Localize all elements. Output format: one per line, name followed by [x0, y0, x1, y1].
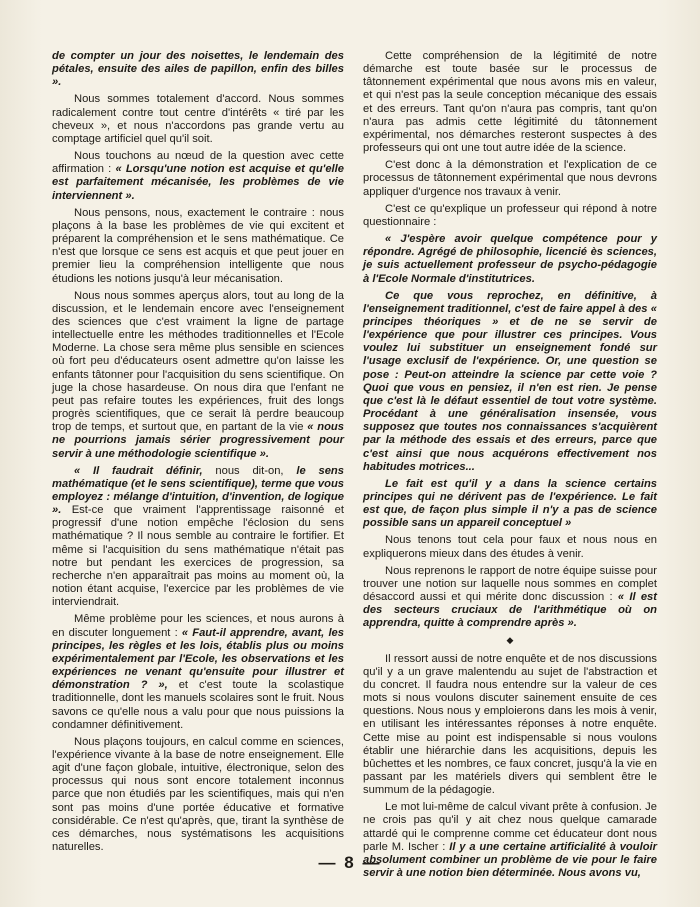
paragraph	[52, 150, 344, 203]
paragraph: Nous sommes totalement d'accord. Nous sommes radicalement contre tout centre d'intérêts « tiré par les cheveux », et nous n'accordons pas grande vertu au comptage artificiel quel qu'il soit.	[52, 93, 344, 145]
body-text: Nous nous sommes aperçus alors, tout au long de la discussion, et le lendemain encore avec l'enseignement des sciences que c'est vraiment la ligne de partage intellectuelle entre les méthodes traditionnelles et l'Ecole Moderne. La chose sera même plus sensible en sciences où fort peu d'éducateurs osent admettre qu'on laisse les enfants tâtonner pour l'acquisition du sens scientifique. On juge la chose hasardeuse. On nous dira que l'enfant ne peut pas refaire toutes les expériences, fruit des longs progrès scientifiques, que ce serait là perdre beaucoup trop de temps, et surtout que, en partant de la vie	[52, 289, 344, 434]
paragraph	[363, 565, 657, 631]
paragraph: Cette compréhension de la légitimité de notre démarche est toute basée sur le processus de tâtonnement expérimental que nous avons mis en valeur, et qui n'est pas la seule conception mécanique des essais et des erreurs. Tant qu'on n'aura pas compris, tant qu'on n'aura pas admis cette légitimité du tâtonnement expérimental, nos démarches resteront suspectes à des professeurs qui ont une tout autre idée de la science.	[363, 50, 657, 155]
paragraph: Nous plaçons toujours, en calcul comme en sciences, l'expérience vivante à la base de notre enseignement. Elle agit d'une façon globale, intuitive, électronique, selon des processus qui nous sont encore totalement inconnus parce que non étudiés par les scientifiques, mais qui n'en sont pas moins d'une portée éducative et formative considérable. Ce n'est qu'après, que, tirant la synthèse de ces démarches, nous systématisons les acquisitions naturelles.	[52, 735, 344, 854]
quote-paragraph: Ce que vous reprochez, en définitive, à l'enseignement traditionnel, c'est de faire appel à des « principes théoriques » et de ne se servir de l'expérience que pour illustrer ces principes. Vous voulez lui substituer un enseignement fondé sur l'usage exclusif de l'expérience. Or, une question se pose : Peut-on atteindre la science par cette voie ? Quoi que vous en pensiez, il n'en est rien. Je pense que c'est là le défaut essentiel de tout votre système. Procédant à une généralisation insensée, vous supposez que toutes nos connaissances s'acquièrent par la méthode des essais et des erreurs, parce que c'est ainsi que nous acquérons effectivement nos habitudes motrices...	[363, 289, 657, 473]
paragraph: C'est donc à la démonstration et l'explication de ce processus de tâtonnement expérimental que nous devrons appliquer d'urgence nos travaux à venir.	[363, 159, 657, 198]
paragraph	[52, 465, 344, 610]
body-text: et c'est toute la scolastique traditionnelle, dont les manuels scolaires sont le fruit. Nous savons ce qu'elle nous a valu pour que nous puissions la condamner définitivement.	[52, 679, 344, 731]
paragraph: Nous pensons, nous, exactement le contraire : nous plaçons à la base les problèmes de vie qui excitent et préparent la compréhension et le sens mathématique. Ce n'est que lorsque ce sens est acquis et que peut jouer en premier lieu la compréhension intelligente que nous étudions les notions jusqu'à leur mécanisation.	[52, 206, 344, 285]
paragraph	[52, 613, 344, 731]
quote-paragraph: « J'espère avoir quelque compétence pour y répondre. Agrégé de philosophie, licencié ès sciences, je suis actuellement professeur de psycho-pédagogie à l'Ecole Normale d'institutrices.	[363, 233, 657, 285]
paragraph	[52, 50, 344, 89]
paragraph	[52, 290, 344, 461]
right-column	[363, 50, 657, 880]
section-separator: ◆	[506, 634, 514, 645]
left-column	[52, 50, 344, 854]
quote-text: « Il faudrait définir,	[74, 464, 216, 477]
quote-text: « Faut-il apprendre, avant, les principes, les règles et les lois, établis plus ou moins expérimentalement par l'Ecole, les observations et les expériences ne venant qu'ensuite pour illustrer et démonstration ? »,	[52, 626, 345, 692]
page-number: — 8 —	[318, 853, 382, 872]
quote-text: de compter un jour des noisettes, le lendemain des pétales, ensuite des ailes de papillon, enfin des billes ».	[52, 50, 344, 89]
quote-text: « nous ne pourrions jamais sérier progressivement pour servir à une méthodologie scientifique ».	[52, 421, 344, 460]
body-text: nous dit-on,	[215, 464, 297, 477]
body-text: Le mot lui-même de calcul vivant prête à confusion. Je ne crois pas qu'il y ait chez nous quelque camarade attardé qui le comprenne comme cet éducateur dont nous parle M. Ischer :	[363, 801, 657, 853]
body-text: Même problème pour les sciences, et nous aurons à en discuter longuement :	[52, 613, 344, 639]
body-text: Nous touchons au nœud de la question avec cette affirmation :	[52, 150, 344, 176]
body-text: Nous reprenons le rapport de notre équipe suisse pour trouver une notion sur laquelle nous sommes en complet désaccord aussi et qui mérite donc discussion :	[363, 564, 657, 604]
paragraph: Il ressort aussi de notre enquête et de nos discussions qu'il y a un grave malentendu au sujet de l'abstraction et du concret. Il faudra nous entendre sur la valeur de ces mots si nous voulons discuter sainement ensuite de ces questions. Nous nous y emploierons dans les mois à venir, en utilisant les intéressantes réponses à notre enquête. Cette mise au point est indispensable si nous voulons établir une hiérarchie dans les acquisitions, depuis les bûchettes et les nombres, ce faux concret, jusqu'à la vie en passant par les matériels divers qui semblent être le summum de la pédagogie.	[363, 652, 657, 797]
quote-text: Il y a une certaine artificialité à vouloir absolument combiner un problème de vie pour le faire servir à une notion bien déterminée. Nous avons vu,	[363, 840, 657, 880]
quote-text: « Il est des secteurs cruciaux de l'arithmétique où on apprendra, quitte à comprendre après ».	[363, 591, 657, 630]
quote-text: le sens mathématique (et le sens scientifique), terme que vous employez : mélange d'intuition, d'invention, de logique ».	[52, 464, 344, 517]
paragraph: C'est ce qu'explique un professeur qui répond à notre questionnaire :	[363, 202, 657, 228]
quote-paragraph: Le fait est qu'il y a dans la science certains principes qui ne dérivent pas de l'expérience. Le fait est que, de façon plus simple il n'y a pas de science possible sans un appareil conceptuel »	[363, 477, 657, 530]
quote-text: « Lorsqu'une notion est acquise et qu'elle est parfaitement mécanisée, les problèmes de vie interviennent ».	[52, 163, 344, 202]
body-text: Est-ce que vraiment l'apprentissage raisonné et progressif d'une notion empêche l'éclosion du sens mathématique ? Il nous semble au contraire le fortifier. Et même si l'acquisition du sens mathématique n'était pas notre but pendant les exercices de progression, sa recherche n'en apparaîtrait pas moins au moment où, la notion étant acquise, l'exercice par les problèmes de vie interviendrait.	[52, 504, 344, 609]
paragraph: Nous tenons tout cela pour faux et nous nous en expliquerons mieux dans des études à venir.	[363, 534, 657, 560]
